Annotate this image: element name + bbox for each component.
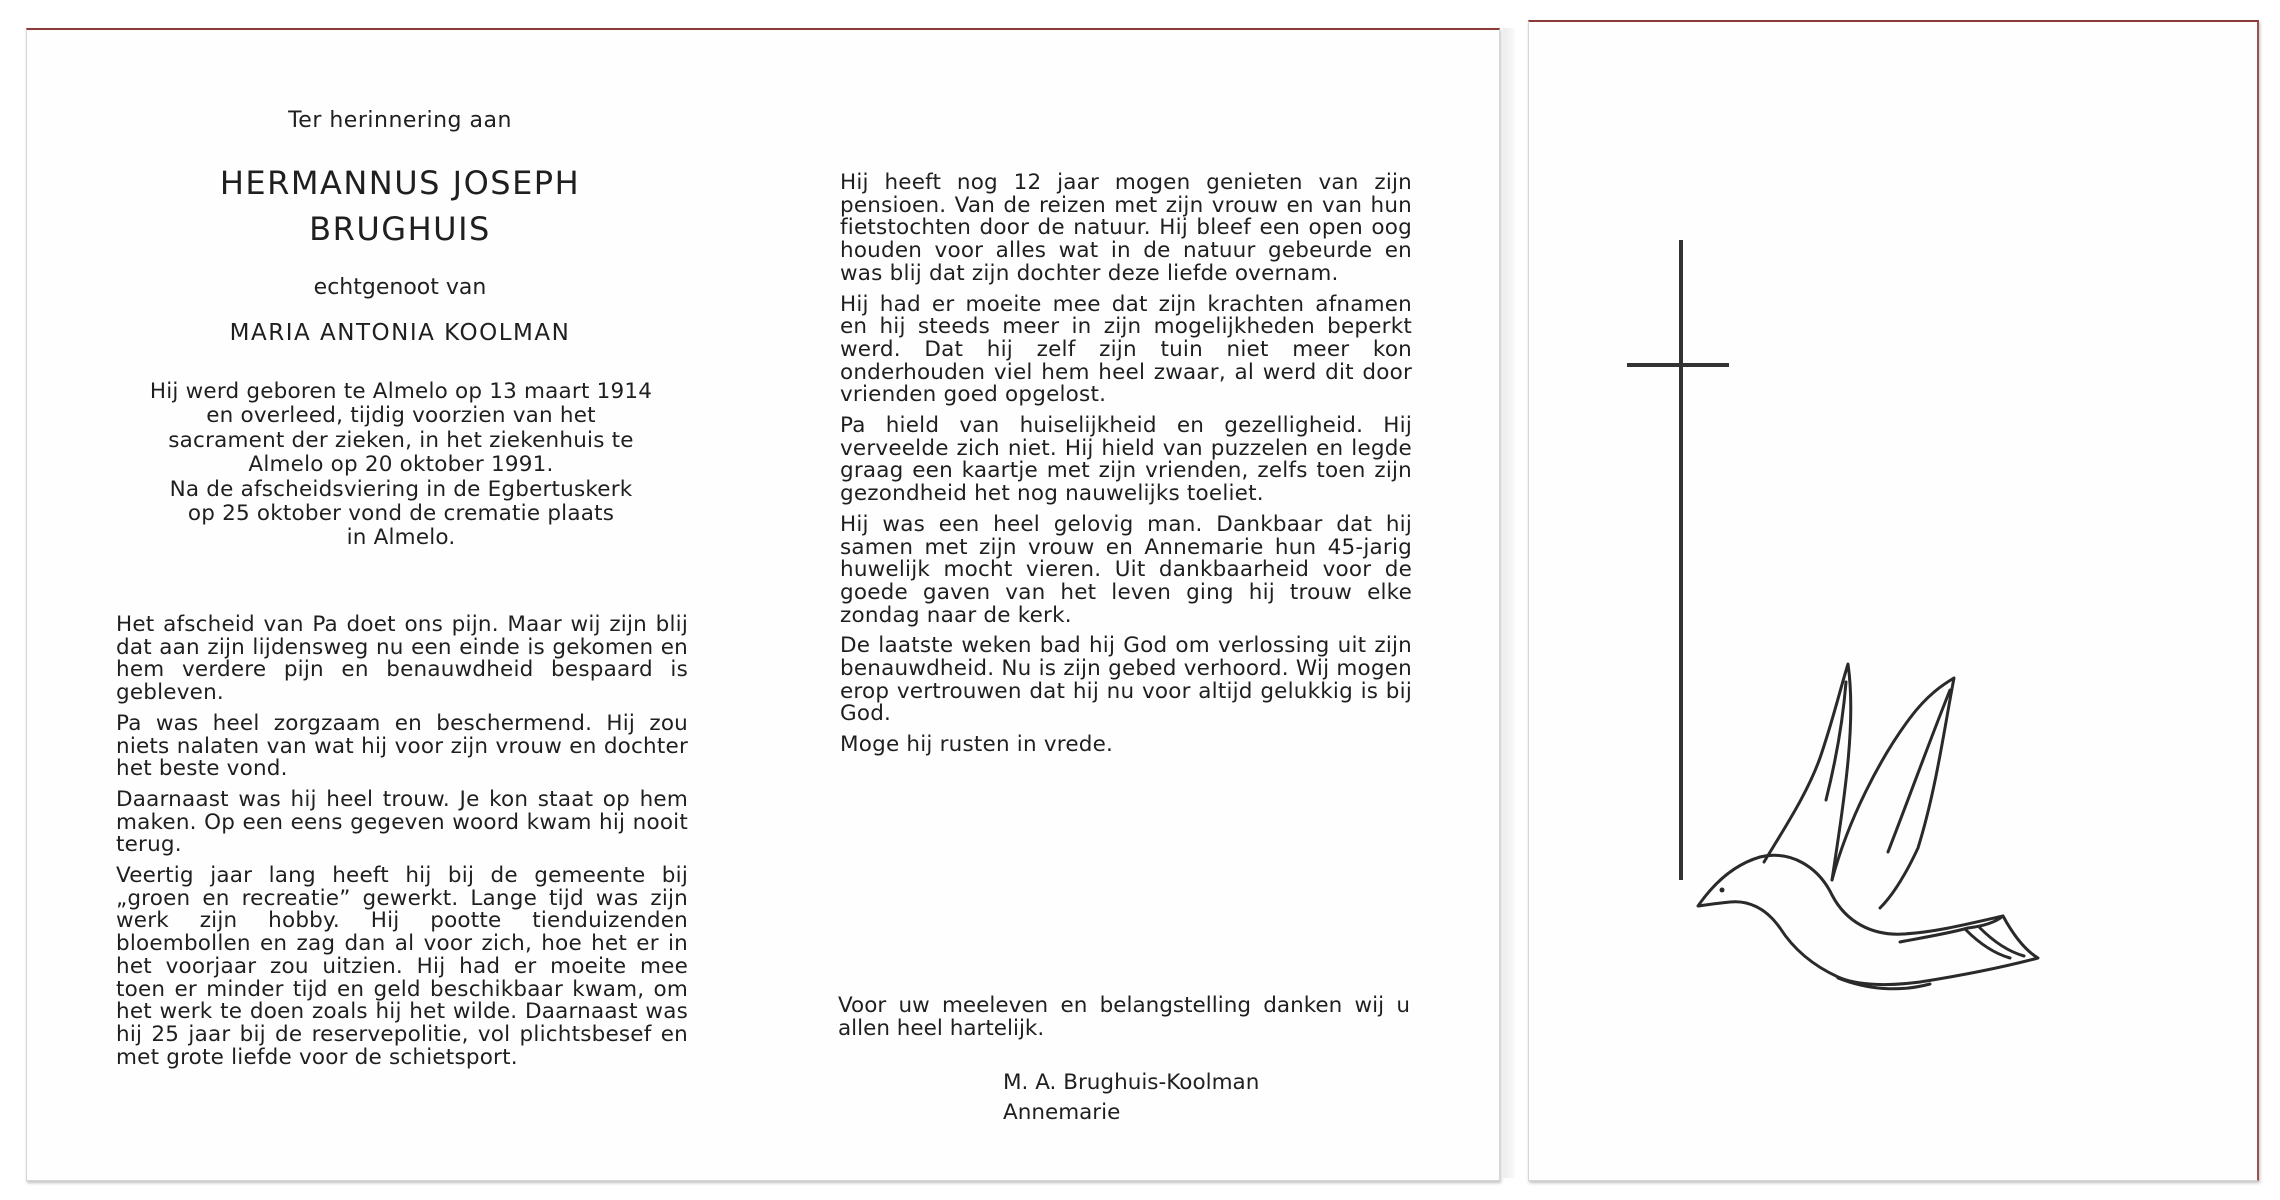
bio-line: Almelo op 20 oktober 1991. (248, 452, 554, 478)
bio-line: Hij werd geboren te Almelo op 13 maart 1914 (149, 379, 653, 404)
bio-line: sacrament der zieken, in het ziekenhuis te (168, 427, 634, 453)
spouse-label: echtgenoot van (313, 275, 487, 300)
paragraph: Hij was een heel gelovig man. Dankbaar dat hij samen met zijn vrouw en Annemarie hun 45-jarig huwelijk mocht vieren. Uit dankbaarheid voor de goede gaven van het leven ging hij trouw elke zondag naar de kerk. (840, 511, 1412, 628)
bio-line: op 25 oktober vond de crematie plaats (187, 501, 615, 527)
paragraph: Het afscheid van Pa doet ons pijn. Maar wij zijn blij dat aan zijn lijdensweg nu een einde is gekomen en hem verdere pijn en benauwdheid bespaard is gebleven. (116, 612, 688, 706)
dove-icon (1698, 664, 2038, 989)
intro-text: Ter herinnering aan (288, 108, 512, 133)
paragraph: Pa hield van huiselijkheid en gezelligheid. Hij verveelde zich niet. Hij hield van puzzelen en legde graag een kaartje met zijn vrienden, zelfs toen zijn gezondheid het nog nauwelijks toeliet. (840, 413, 1412, 507)
paragraph: Moge hij rusten in vrede. (840, 732, 1114, 758)
paragraph: Pa was heel zorgzaam en beschermend. Hij zou niets nalaten van wat hij voor zijn vrouw en dochter het beste vond. (116, 710, 688, 782)
name-line-1: HERMANNUS JOSEPH (219, 164, 581, 202)
bio-line: in Almelo. (346, 525, 456, 551)
paragraph: De laatste weken bad hij God om verlossing uit zijn benauwdheid. Nu is zijn gebed verhoord. Wij mogen erop vertrouwen dat hij nu voor altijd gelukkig is bij God. (840, 633, 1412, 727)
dove-eye (1720, 888, 1725, 893)
paragraph: Hij heeft nog 12 jaar mogen genieten van zijn pensioen. Van de reizen met zijn vrouw en van hun fietstochten door de natuur. Hij bleef een open oog houden voor alles wat in de natuur gebeurde en was blij dat zijn dochter deze liefde overnam. (840, 170, 1412, 286)
name-line-2: BRUGHUIS (309, 210, 491, 248)
cross-icon (1627, 240, 1729, 880)
bio-line: en overleed, tijdig voorzien van het (206, 403, 596, 429)
signature-line: M. A. Brughuis-Koolman (1003, 1070, 1260, 1095)
signature-line: Annemarie (1003, 1100, 1121, 1125)
bio-line: Na de afscheidsviering in de Egbertuskerk (169, 476, 633, 502)
paragraph: Veertig jaar lang heeft hij bij de gemeente bij „groen en recreatie” gewerkt. Lange tijd was zijn werk zijn hobby. Hij pootte tienduizenden bloembollen en zag dan al voor zich, hoe het er in het voorjaar zou uitzien. Hij had er moeite mee toen er minder tijd en geld beschikbaar kwam, om het werk te doen zoals hij het wilde. Daarnaast was hij 25 jaar bij de reservepolitie, vol plichtsbesef en met grote liefde voor de schietsport. (116, 863, 688, 1070)
thank-you-text: Voor uw meeleven en belangstelling danken wij u allen heel hartelijk. (838, 993, 1410, 1041)
paragraph: Hij had er moeite mee dat zijn krachten afnamen en hij steeds meer in zijn mogelijkheden beperkt werd. Dat hij zelf zijn tuin niet meer kon onderhouden viel hem heel zwaar, al werd dit door vrienden goed opgelost. (840, 291, 1412, 408)
spouse-name: MARIA ANTONIA KOOLMAN (229, 320, 571, 346)
paragraph: Daarnaast was hij heel trouw. Je kon staat op hem maken. Op een eens gegeven woord kwam hij nooit terug. (116, 786, 688, 858)
